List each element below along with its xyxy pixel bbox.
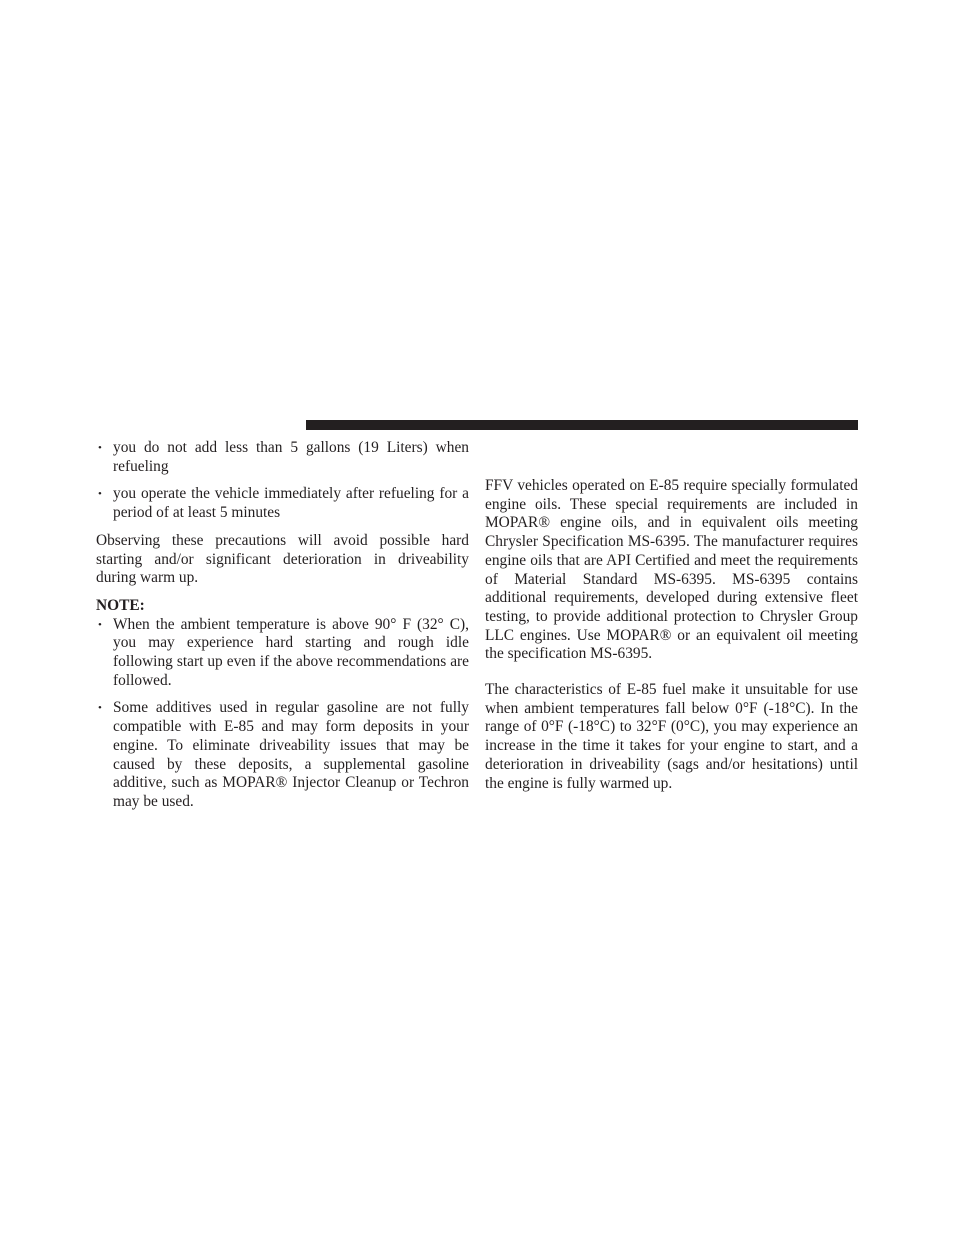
note-list	[96, 616, 469, 812]
engine-oil-paragraph: FFV vehicles operated on E-85 require specially formulated engine oils. These special requirements are included in MOPAR® engine oils, and in equivalent oils meeting Chrysler Specification MS-6395. The manufacturer requires engine oils that are API Certified and meet the requirements of Material Standard MS-6395. MS-6395 contains additional requirements, developed during extensive fleet testing, to provide additional protection to Chrysler Group LLC engines. Use MOPAR® or an equivalent oil meeting the specification MS-6395.	[485, 477, 858, 663]
list-item-text: you do not add less than 5 gallons (19 Liters) when refueling	[113, 439, 469, 475]
cold-weather-paragraph: The characteristics of E-85 fuel make it unsuitable for use when ambient temperatures fall below 0°F (-18°C). In the range of 0°F (-18°C) to 32°F (0°C), you may experience an increase in the time it takes for your engine to start, and a deterioration in driveability (sags and/or hesitations) until the engine is fully warmed up.	[485, 681, 858, 792]
list-item	[96, 616, 469, 691]
precaution-list	[96, 439, 469, 523]
list-item	[96, 485, 469, 522]
list-item	[96, 439, 469, 476]
left-column	[96, 439, 469, 812]
precautions-paragraph: Observing these precautions will avoid possible hard starting and/or significant deterioration in driveability during warm up.	[96, 531, 469, 587]
bullet-icon: •	[98, 702, 102, 715]
list-item-text: Some additives used in regular gasoline are not fully compatible with E-85 and may form deposits in your engine. To eliminate driveability issues that may be caused by these deposits, a supplemental gasoline additive, such as MOPAR® Injector Cleanup or Techron may be used.	[113, 699, 469, 810]
note-label: NOTE:	[96, 596, 145, 614]
right-column	[485, 477, 858, 793]
list-item-text: When the ambient temperature is above 90° F (32° C), you may experience hard starting and rough idle following start up even if the above recommendations are followed.	[113, 615, 469, 689]
section-header-bar	[306, 420, 858, 430]
bullet-icon: •	[98, 618, 102, 631]
bullet-icon: •	[98, 442, 102, 454]
list-item-text: you operate the vehicle immediately after refueling for a period of at least 5 minutes	[113, 485, 469, 522]
list-item	[96, 699, 469, 811]
bullet-icon: •	[98, 488, 102, 501]
